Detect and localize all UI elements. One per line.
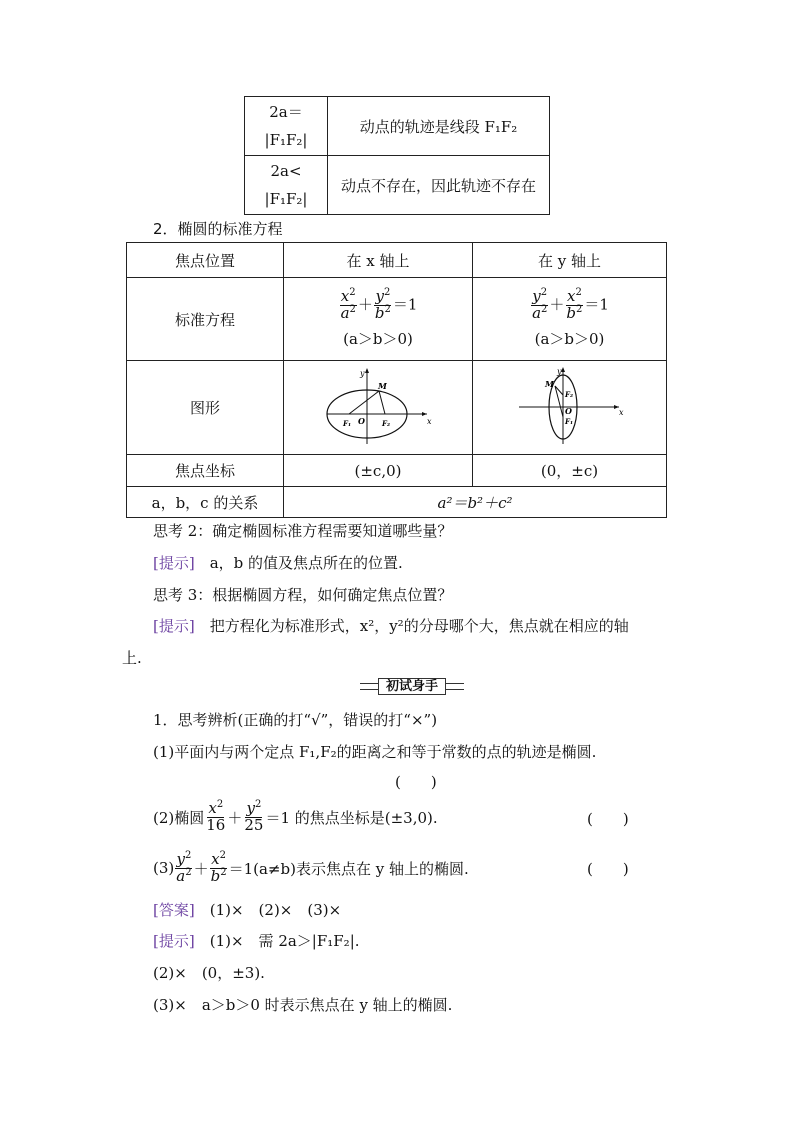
svg-text:F₂: F₂ [382,418,391,428]
think2-question: 思考 2：确定椭圆标准方程需要知道哪些量？ [153,522,453,540]
row-label-equation: 标准方程 [127,278,284,361]
answer-line [153,899,341,920]
hint-text: 把方程化为标准形式，x²，y²的分母哪个大，焦点就在相应的轴 [209,617,629,635]
svg-text:O: O [564,405,572,416]
row-label-relation: a，b，c 的关系 [127,487,284,518]
equation-condition: (a＞b＞0) [534,329,605,348]
think3-question: 思考 3：根据椭圆方程，如何确定焦点位置？ [153,586,453,604]
figure-x-ellipse [284,361,473,455]
think3-hint-cont: 上. [122,649,142,667]
result-cell: 动点的轨迹是线段 F₁F₂ [328,97,550,156]
q2-prefix: (2)椭圆 [153,808,205,827]
equation-condition: (a＞b＞0) [343,329,413,348]
hint-text: (1)× 需 2a＞|F₁F₂|. [209,932,360,950]
figure-y-ellipse [473,361,667,455]
q2-suffix: ＝1 的焦点坐标是(±3,0). [265,808,438,827]
cond-line1: 2a< [270,162,302,180]
svg-text:M: M [544,378,554,389]
hint-tag: [提示] [153,932,195,950]
svg-text:x: x [618,407,624,417]
ellipse-table [126,242,667,518]
focus-x: (±c,0) [284,455,473,487]
row-label-figure: 图形 [127,361,284,455]
vertical-ellipse-figure [515,364,625,448]
svg-text:x: x [427,416,432,426]
equation-y: $\frac{y^2}{a^2}$ ＋ $\frac{x^2}{b^2}$ ＝1 (a＞b＞0) [473,278,667,361]
think3-hint [153,615,629,636]
header-x-axis: 在 x 轴上 [284,243,473,278]
top-table [244,96,550,215]
cond-cell [245,97,328,156]
think2-hint [153,552,403,573]
header-position: 焦点位置 [127,243,284,278]
hint-text: a，b 的值及焦点所在的位置. [209,554,403,572]
cond-line2: |F₁F₂| [264,131,308,149]
row-label-focus: 焦点坐标 [127,455,284,487]
hint-tag: [提示] [153,617,195,635]
answer-tag: [答案] [153,901,195,919]
hint-line [153,930,360,951]
result-cell: 动点不存在，因此轨迹不存在 [328,156,550,215]
hint-tag: [提示] [153,554,195,572]
header-y-axis: 在 y 轴上 [473,243,667,278]
banner-label: 初试身手 [378,678,446,695]
svg-text:O: O [358,415,365,426]
equation-x: $\frac{x^2}{a^2}$ ＋ $\frac{y^2}{b^2}$ ＝1 (a＞b＞0) [284,278,473,361]
svg-text:F₁: F₁ [343,418,352,428]
q2-answer-blank: ( ) [587,810,629,828]
exercise-q3: (3) $\frac{y^2}{a^2}$ ＋ $\frac{x^2}{b^2}$ ＝1(a≠b)表示焦点在 y 轴上的椭圆. [153,849,469,885]
q3-prefix: (3) [153,859,175,877]
q1-answer-blank: ( ) [395,773,437,791]
q3-suffix: ＝1(a≠b)表示焦点在 y 轴上的椭圆. [228,859,469,878]
svg-text:M: M [378,380,387,391]
svg-text:y: y [360,368,365,378]
section-heading: 2．椭圆的标准方程 [153,220,283,238]
section-banner [360,678,464,695]
focus-y: (0，±c) [473,455,667,487]
hint-line-3: (3)× a＞b＞0 时表示焦点在 y 轴上的椭圆. [153,996,453,1014]
hint-line-2: (2)× (0，±3). [153,964,265,982]
exercise-q1: (1)平面内与两个定点 F₁,F₂的距离之和等于常数的点的轨迹是椭圆. [153,743,597,761]
horizontal-ellipse-figure [323,364,433,448]
cond-line1: 2a＝ [269,103,303,121]
svg-text:y: y [556,366,562,376]
svg-text:F₁: F₁ [564,416,573,426]
exercise-q2: (2)椭圆 $\frac{x^2}{16}$ ＋ $\frac{y^2}{25}$ ＝1 的焦点坐标是(±3,0). [153,798,438,834]
exercise-title: 1．思考辨析(正确的打“√”，错误的打“×”) [153,711,438,729]
svg-text:F₂: F₂ [564,389,573,399]
answer-text: (1)× (2)× (3)× [209,901,342,919]
relation-value: a²＝b²＋c² [284,487,667,518]
cond-cell [245,156,328,215]
cond-line2: |F₁F₂| [264,190,308,208]
q3-answer-blank: ( ) [587,860,629,878]
